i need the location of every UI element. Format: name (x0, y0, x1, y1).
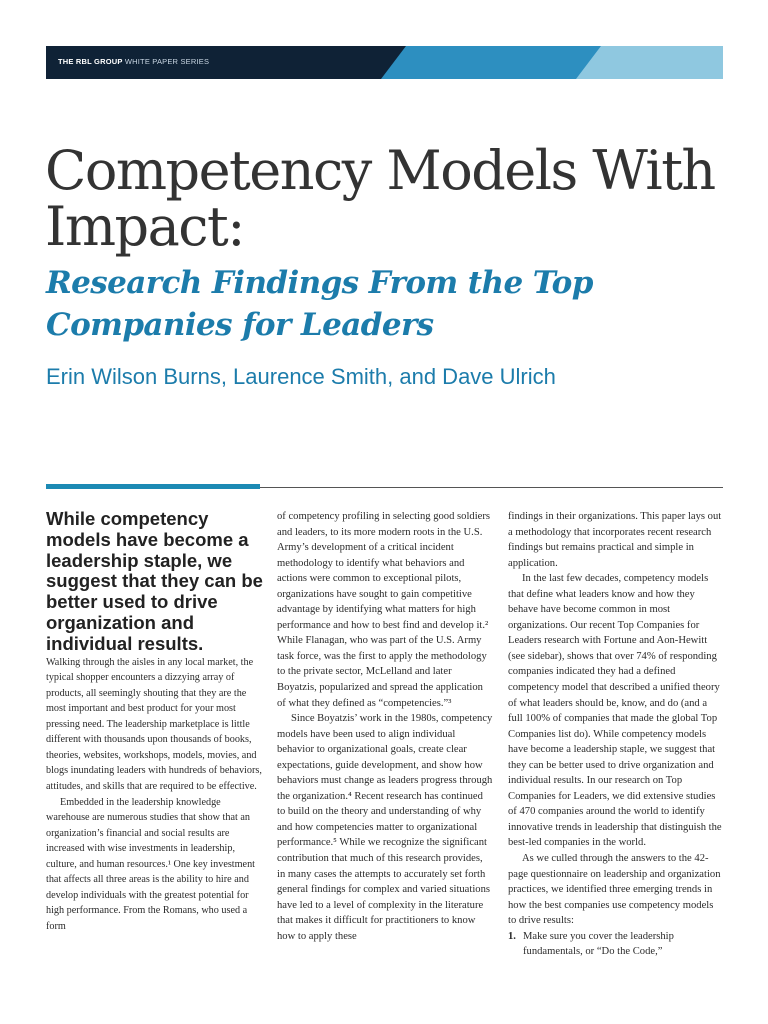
column-1 (46, 509, 266, 934)
list-number: 1. (508, 930, 516, 942)
list-text: Make sure you cover the leadership fundamentals, or “Do the Code,” (523, 930, 674, 958)
paper-subtitle: Research Findings From the Top Companies for Leaders (46, 265, 593, 343)
paper-title: Competency Models With Impact: (45, 139, 715, 258)
header-brand: THE RBL GROUP (58, 57, 123, 66)
header-label (58, 57, 209, 66)
pull-quote: While competency models have become a leadership staple, we suggest that they can be better used to drive organization and individual results. (46, 508, 263, 654)
numbered-list-item (508, 929, 723, 960)
column-2 (277, 509, 493, 944)
paragraph: Embedded in the leadership knowledge warehouse are numerous studies that show that an organization’s financial and social results are increased with wise investments in leadership, culture, and human resources.¹ One key investment that affects all three areas is the ability to hire and develop individuals with the greatest potential for high performance. From the Romans, who used a form (46, 796, 256, 932)
column-3 (508, 509, 723, 960)
header-band (46, 46, 723, 79)
paragraph: Since Boyatzis’ work in the 1980s, competency models have been used to align individual behavior to organizational goals, create clear expectations, guide development, and show how behaviors must change as leaders progress through the organization.⁴ Recent research has continued to build on the theory and understanding of why and how competencies matter to organizational performance.⁵ While we recognize the significant contribution that much of this research provides, in many cases the attempts to accurately set forth general findings for complex and varied situations have led to a level of complexity in the literature that makes it difficult for practitioners to know how to apply these (277, 713, 493, 942)
paragraph: findings in their organizations. This paper lays out a methodology that incorporates recent research findings but remains practical and simple in application. (508, 511, 722, 569)
section-rule (260, 487, 723, 488)
paragraph: As we culled through the answers to the 42-page questionnaire on leadership and organization practices, we identified three emerging trends in how the best companies use competency models to drive results: (508, 853, 721, 927)
paragraph: of competency profiling in selecting good soldiers and leaders, to its more modern roots in the U.S. Army’s development of a critical incident methodology to identify what behaviors and actions were common to exceptional pilots, organizations have sought to gain competitive advantage by identifying what matters for high performance and how to best find and develop it.² While Flanagan, who was part of the U.S. Army task force, was the first to apply the methodology to the private sector, McLelland and later Boyatzis, popularized and spread the application of what they defined as “competencies.”³ (277, 511, 491, 709)
authors: Erin Wilson Burns, Laurence Smith, and Dave Ulrich (46, 364, 556, 389)
paragraph: Walking through the aisles in any local market, the typical shopper encounters a dizzying array of products, all seemingly shouting that they are the most important and best product for your most pressing need. The leadership marketplace is little different with thousands upon thousands of books, theories, websites, workshops, models, movies, and blogs inundating leaders with hundreds of behaviors, attitudes, and skills that are required to be effective. (46, 656, 262, 792)
section-rule-accent (46, 484, 260, 489)
header-series: WHITE PAPER SERIES (124, 57, 210, 66)
paragraph: In the last few decades, competency models that define what leaders know and how they behave have become common in most organizations. Our recent Top Companies for Leaders research with Fortune and Aon-Hewitt (see sidebar), shows that over 74% of responding companies indicated they had a defined competency model that described a unified theory of what leaders should be, know, and do (and a full 100% of companies that made the global Top Companies list do). While competency models have become a leadership staple, we suggest that they can be better used to drive organization and individual results. In our research on Top Companies for Leaders, we did extensive studies of 470 companies around the world to identify innovative trends in leadership that distinguish the best-led companies in the world. (508, 573, 722, 849)
